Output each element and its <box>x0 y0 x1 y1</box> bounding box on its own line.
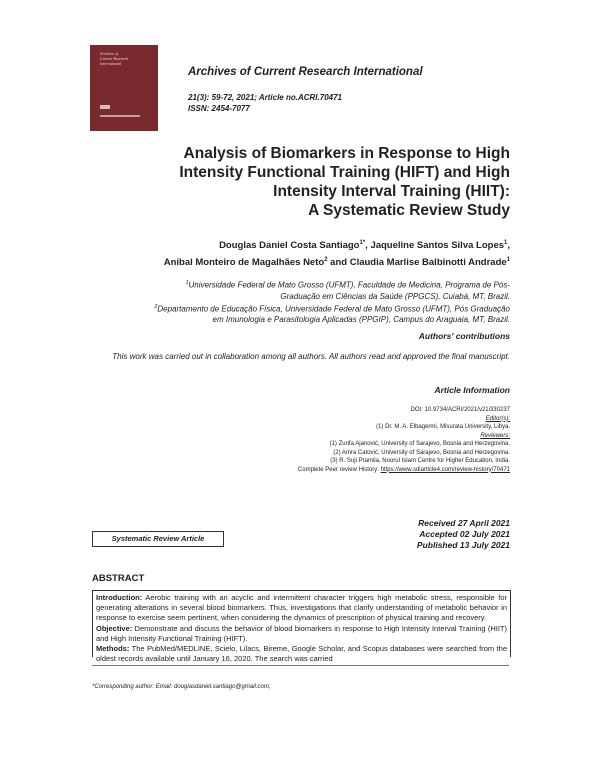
abstract-objective <box>96 624 507 644</box>
author-separator: , <box>365 240 371 252</box>
affiliations <box>70 278 510 325</box>
footnote-divider <box>92 665 509 666</box>
contributions-text: This work was carried out in collaboration among all authors. All authors read and approved the final manuscript. <box>112 352 510 361</box>
article-info <box>150 406 510 474</box>
cover-title-line: International <box>100 61 122 66</box>
abstract-introduction <box>96 593 507 624</box>
section-label: Introduction: <box>96 593 143 602</box>
doi: DOI: 10.9734/ACRI/2021/v21i330237 <box>410 407 510 413</box>
affiliation-1-cont: Graduação em Ciências da Saúde (PPGCS), Cuiabá, MT, Brazil. <box>280 291 510 301</box>
reviewer-entry: (1) Zurifa Ajanović, University of Sarajevo, Bosnia and Herzegovina. <box>329 441 510 447</box>
affiliation-text: Departamento de Educação Física, Universidade Federal de Mato Grosso (UFMT), Pós Graduação <box>157 304 510 314</box>
affiliation-1 <box>70 278 510 291</box>
author-name: Claudia Marlise Balbinotti Andrade <box>349 257 507 269</box>
author-name: Douglas Daniel Costa Santiago <box>219 240 360 252</box>
affiliation-2-cont: em Imunologia e Parasitologia Aplicadas (PPGIP), Campus do Araguaia, MT, Brazil. <box>212 315 510 325</box>
reviewer-entry: (3) R. Suji Pramila, Noorul Islam Centre for Higher Education, India. <box>330 458 510 464</box>
author-conjunction: and <box>327 257 350 269</box>
journal-issn: ISSN: 2454-7077 <box>188 104 250 113</box>
corresponding-author-footnote: *Corresponding author: Email: douglasdaniel.santiago@gmail.com; <box>92 684 271 690</box>
abstract-methods <box>96 644 507 664</box>
abstract-heading: ABSTRACT <box>92 573 145 584</box>
editors-label: Editor(s): <box>485 415 510 422</box>
author-affil-mark: 2 <box>324 257 328 264</box>
author-line-2 <box>70 253 510 270</box>
peer-review-history <box>150 466 510 475</box>
cover-bar <box>100 115 140 117</box>
article-info-heading: Article Information <box>434 385 510 395</box>
affiliation-2 <box>70 302 510 315</box>
title-line: A Systematic Review Study <box>308 202 510 219</box>
publication-dates <box>417 518 510 551</box>
abstract-box <box>92 590 511 664</box>
journal-cover-title <box>100 51 150 66</box>
affiliation-text: Universidade Federal de Mato Grosso (UFMT), Faculdade de Medicina, Programa de Pós- <box>188 280 510 290</box>
journal-citation: 21(3): 59-72, 2021; Article no.ACRI.70471 <box>188 93 342 102</box>
peer-review-label: Complete Peer review History: <box>297 466 381 473</box>
article-type-badge: Systematic Review Article <box>92 531 224 547</box>
author-affil-mark: 1 <box>506 257 510 264</box>
journal-cover-image <box>90 45 158 131</box>
cover-logo <box>100 105 110 109</box>
cover-title-line: Archives of <box>100 51 118 56</box>
author-list <box>70 236 510 270</box>
journal-name: Archives of Current Research International <box>188 66 423 78</box>
journal-meta <box>188 92 342 114</box>
paper-title <box>90 144 510 220</box>
published-date: Published 13 July 2021 <box>416 540 510 550</box>
peer-review-link[interactable]: https://www.sdiarticle4.com/review-history/70471 <box>380 466 510 473</box>
author-name: Jaqueline Santos Silva Lopes <box>370 240 505 252</box>
title-line: Intensity Functional Training (HIFT) and High <box>179 164 510 181</box>
accepted-date: Accepted 02 July 2021 <box>419 529 510 539</box>
reviewers-label: Reviewers: <box>480 432 510 439</box>
title-line: Intensity Interval Training (HIIT): <box>273 183 510 200</box>
contributions-heading: Authors' contributions <box>418 331 510 341</box>
section-text: The PubMed/MEDLINE, Scielo, Lilacs, Bireme, Google Scholar, and Scopus databases were searched from the oldest records available until January 16, 2020. The search was carried <box>96 644 507 664</box>
author-affil-mark: 1 <box>504 240 508 246</box>
reviewer-entry: (2) Amra Catović, University of Sarajevo, Bosnia and Herzegovina. <box>333 449 510 456</box>
author-line-1 <box>70 236 510 253</box>
author-separator: , <box>507 240 510 252</box>
section-label: Objective: <box>96 623 133 633</box>
author-affil-mark: 1* <box>359 240 366 246</box>
title-line: Analysis of Biomarkers in Response to High <box>183 145 510 162</box>
section-label: Methods: <box>96 644 130 654</box>
affiliation-number: 1 <box>185 280 189 286</box>
received-date: Received 27 April 2021 <box>418 518 510 528</box>
editor-entry: (1) Dr. M. A. Elbagermi, Misurata University, Libya. <box>376 424 510 430</box>
section-text: Demonstrate and discuss the behavior of blood biomarkers in response to High Intensity Interval Training (HIIT) and High Intensity Functional Training (HIFT). <box>96 623 507 643</box>
cover-title-line: Current Research <box>100 56 129 61</box>
affiliation-number: 2 <box>154 303 158 310</box>
author-name: Aníbal Monteiro de Magalhães Neto <box>163 257 325 269</box>
section-text: Aerobic training with an acyclic and intermittent character triggers high metabolic stress, responsible for generating alterations in several blood biomarkers. Thus, investigations that clarify understanding of metabolic behavior in response to exercise seem pertinent, when considering the dynamics of prescription of physical training and recovery. <box>96 593 507 623</box>
